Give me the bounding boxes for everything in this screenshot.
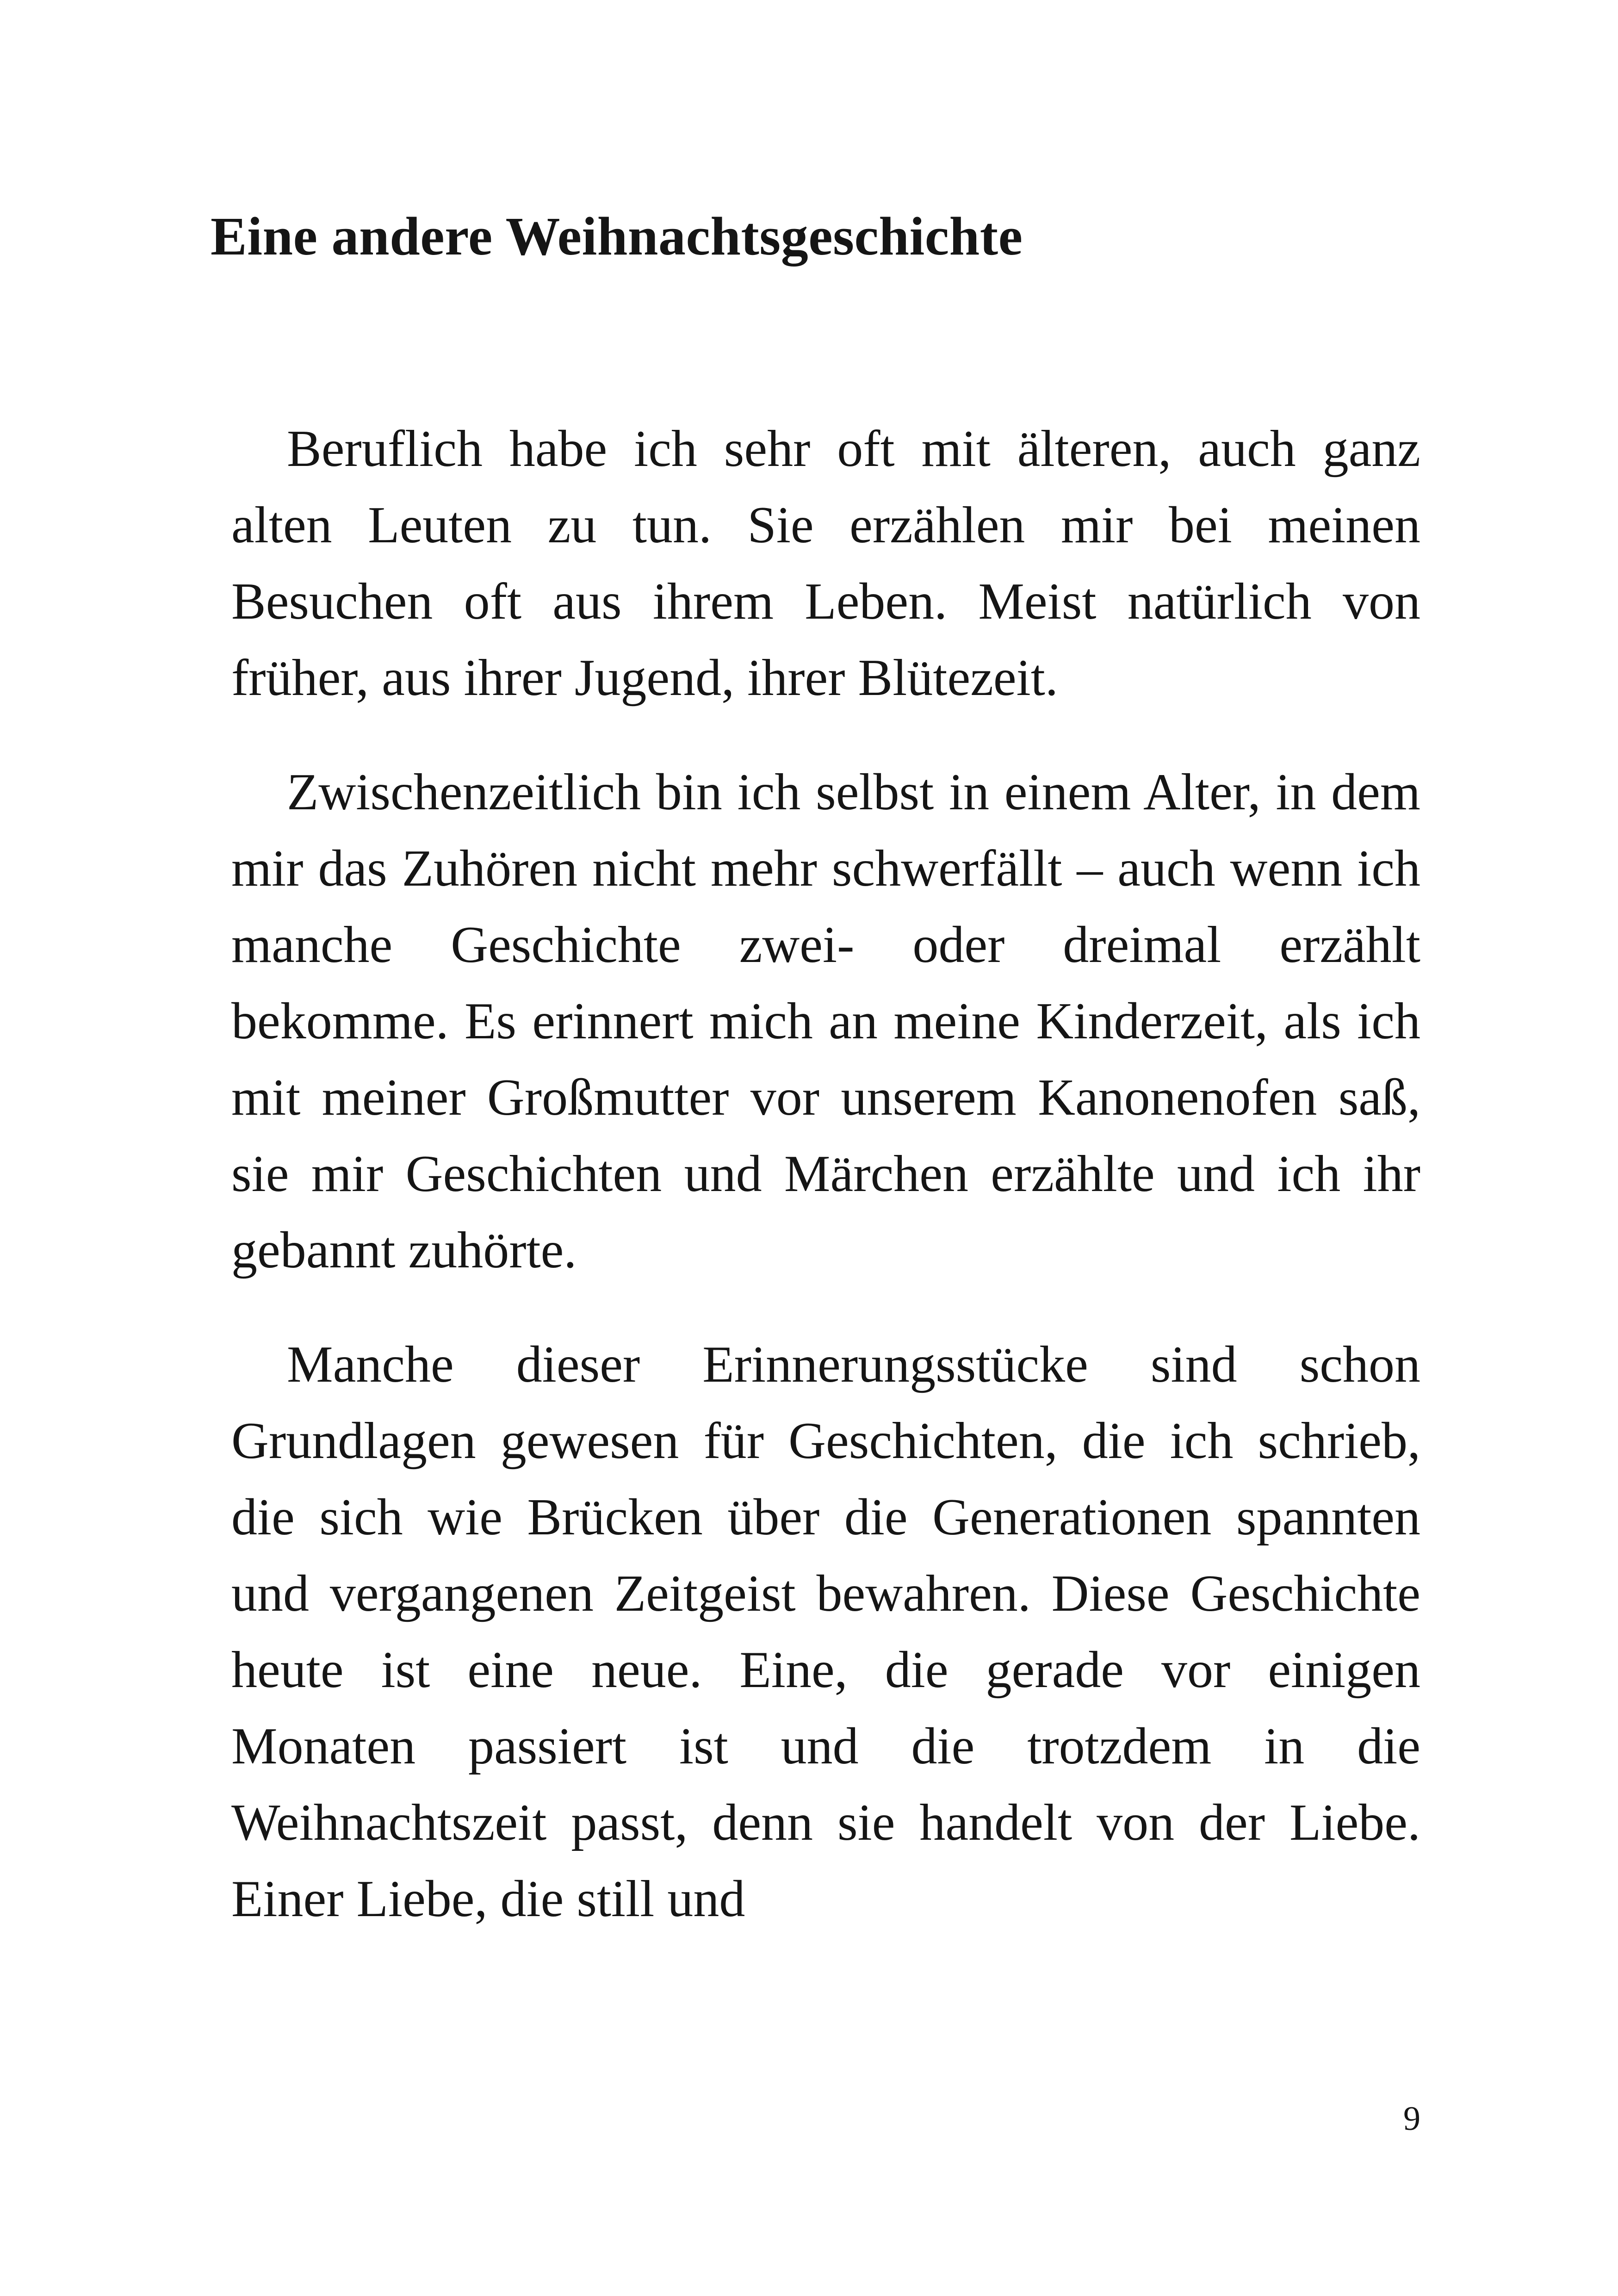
page-number: 9 (1403, 2100, 1420, 2138)
paragraph-1: Beruflich habe ich sehr oft mit älteren, auch ganz alten Leuten zu tun. Sie erzählen mir bei meinen Besuchen oft aus ihrem Leben. Meist natürlich von früher, aus ihrer Jugend, ihrer Blütezeit. (231, 420, 1420, 707)
body-text (231, 411, 1420, 1975)
chapter-title: Eine andere Weihnachtsgeschichte (211, 206, 1023, 267)
paragraph-3: Manche dieser Erinnerungsstücke sind schon Grundlagen gewesen für Geschichten, die ich schrieb, die sich wie Brücken über die Generationen spannten und vergangenen Zeitgeist bewahren. Diese Geschichte heute ist eine neue. Eine, die gerade vor einigen Monaten passiert ist und die trotzdem in die Weihnachtszeit passt, denn sie handelt von der Liebe. Einer Liebe, die still und (231, 1336, 1420, 1928)
paragraph-2: Zwischenzeitlich bin ich selbst in einem Alter, in dem mir das Zuhören nicht mehr schwerfällt – auch wenn ich manche Geschichte zwei- oder dreimal erzählt bekomme. Es erinnert mich an meine Kinderzeit, als ich mit meiner Großmutter vor unserem Kanonenofen saß, sie mir Geschichten und Märchen erzählte und ich ihr gebannt zuhörte. (231, 763, 1420, 1279)
